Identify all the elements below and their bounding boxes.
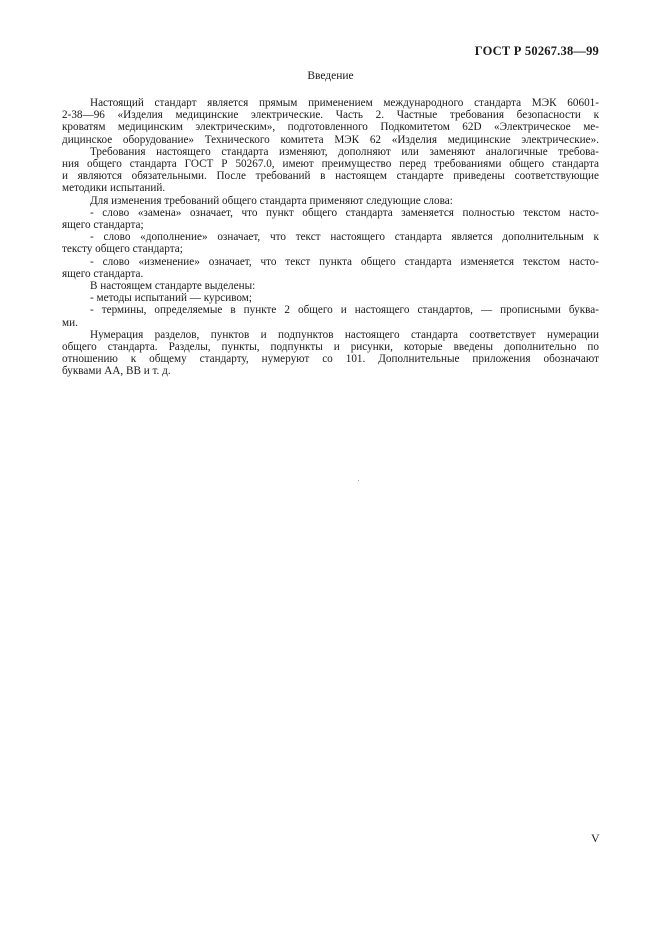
text-line: - слово «замена» означает, что пункт общего стандарта заменяется полностью текстом насто- [90, 206, 599, 219]
text-line: общего стандарта. Разделы, пункты, подпункты и рисунки, которые введены дополнительно по [62, 341, 599, 354]
text-line: буквами АА, ВВ и т. д. [62, 365, 171, 378]
paragraph-change-words [62, 195, 599, 207]
section-title: Введение [307, 70, 354, 82]
text-line: В настоящем стандарте выделены: [90, 280, 256, 293]
text-line: - термины, определяемые в пункте 2 общего и настоящего стандартов, — прописными буква- [90, 304, 599, 317]
text-line: ящего стандарта. [62, 267, 144, 280]
document-body [62, 97, 599, 378]
stray-mark [358, 480, 359, 481]
text-line: ящего стандарта; [62, 219, 144, 232]
text-line: Нумерация разделов, пунктов и подпунктов настоящего стандарта соответствует нумерации [90, 328, 599, 341]
text-line: отношению к общему стандарту, нумеруют со 101. Дополнительные приложения обозначают [62, 353, 599, 366]
paragraph-requirements [62, 146, 599, 195]
text-line: - методы испытаний — курсивом; [90, 292, 252, 305]
list-item-modification [62, 256, 599, 280]
text-line: - слово «изменение» означает, что текст пункта общего стандарта изменяется текстом насто- [90, 255, 599, 268]
text-line: Для изменения требований общего стандарта применяют следующие слова: [90, 194, 453, 207]
text-line: Настоящий стандарт является прямым применением международного стандарта МЭК 60601- [90, 97, 599, 109]
paragraph-numbering [62, 329, 599, 378]
text-line: дицинское оборудование» Технического комитета МЭК 62 «Изделия медицинские электрические». [62, 133, 599, 146]
paragraph-scope [62, 97, 599, 146]
list-item-addition [62, 231, 599, 255]
text-line: - слово «дополнение» означает, что текст настоящего стандарта является дополнительным к [90, 231, 599, 244]
text-line: 2-38—96 «Изделия медицинские электрические. Часть 2. Частные требования безопасности к [62, 109, 599, 122]
text-line: ния общего стандарта ГОСТ Р 50267.0, имеют преимущество перед требованиями общего стандарта [62, 158, 599, 171]
list-item-terms [62, 304, 599, 328]
text-line: Требования настоящего стандарта изменяют, дополняют или заменяют аналогичные требова- [90, 145, 599, 158]
list-item-replacement [62, 207, 599, 231]
paragraph-highlighting [62, 280, 599, 292]
text-line: методики испытаний. [62, 182, 166, 195]
text-line: тексту общего стандарта; [62, 243, 183, 256]
page-number: V [591, 831, 600, 845]
text-line: кроватям медицинским электрическим», подготовленного Подкомитетом 62D «Электрическое ме- [62, 121, 599, 134]
document-code-header: ГОСТ Р 50267.38—99 [474, 44, 599, 58]
list-item-test-methods [62, 292, 599, 304]
text-line: ми. [62, 316, 78, 329]
text-line: и являются обязательными. После требований в настоящем стандарте приведены соответствующие [62, 170, 599, 183]
